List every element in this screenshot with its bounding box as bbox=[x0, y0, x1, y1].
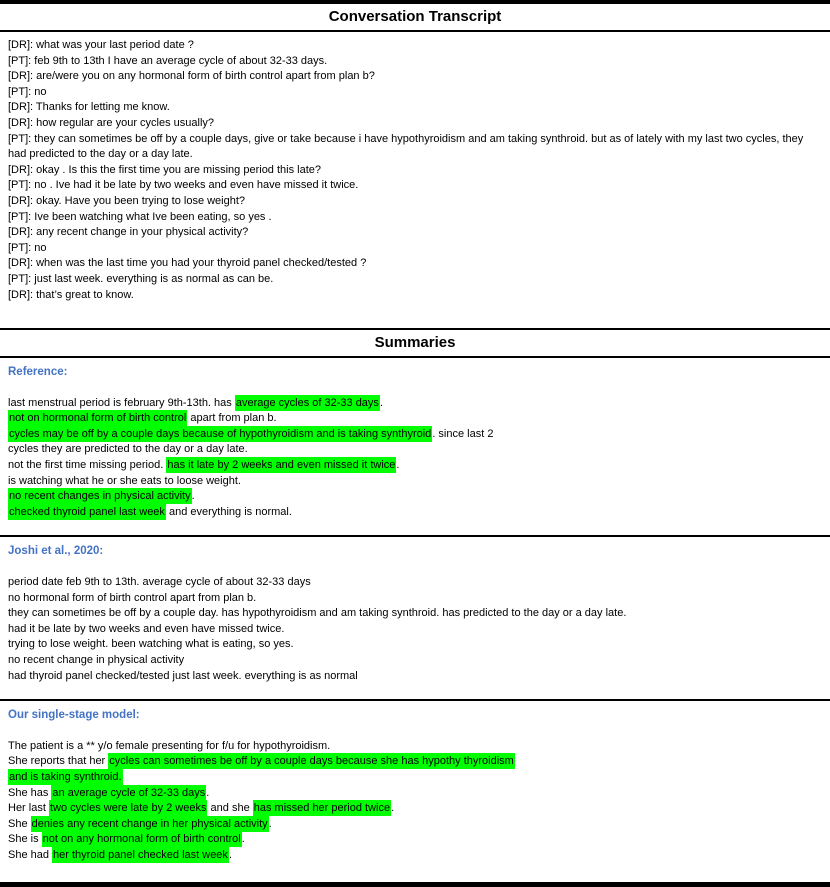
summary-line bbox=[8, 739, 822, 755]
plain-text: is watching what he or she eats to loose weight. bbox=[8, 474, 241, 487]
highlighted-text: and is taking synthroid. bbox=[9, 770, 122, 783]
summary-line bbox=[8, 669, 822, 685]
plain-text: trying to lose weight. been watching what is eating, so yes. bbox=[8, 638, 294, 651]
transcript-line: [PT]: no bbox=[8, 241, 47, 254]
summaries-title: Summaries bbox=[374, 334, 456, 352]
highlighted-text: average cycles of 32-33 days bbox=[235, 396, 379, 409]
summary-line bbox=[8, 770, 822, 786]
plain-text: and she bbox=[207, 802, 253, 815]
summary-section-label: Our single-stage model: bbox=[8, 709, 140, 722]
plain-text: . bbox=[228, 848, 232, 861]
plain-text: not the first time missing period. bbox=[8, 459, 167, 472]
summary-section-body bbox=[8, 575, 822, 684]
transcript-line: [DR]: okay. Have you been trying to lose weight? bbox=[8, 194, 246, 207]
plain-text: . since last 2 bbox=[432, 427, 494, 440]
summary-line bbox=[8, 442, 822, 458]
transcript-line: [PT]: they can sometimes be off by a couple days, give or take because i have hypothyroidism and am taking synthroid. but as of lately with my last two cycles, they had predicted to the day or a day late. bbox=[8, 132, 804, 161]
plain-text: had it be late by two weeks and even have missed twice. bbox=[8, 622, 285, 635]
summary-line bbox=[8, 622, 822, 638]
plain-text: . bbox=[191, 490, 195, 503]
transcript-line: [DR]: okay . Is this the first time you are missing period this late? bbox=[8, 163, 322, 176]
transcript-line: [PT]: no bbox=[8, 85, 47, 98]
plain-text: . bbox=[391, 802, 395, 815]
plain-text: . bbox=[268, 817, 272, 830]
transcript-line: [PT]: just last week. everything is as normal as can be. bbox=[8, 272, 274, 285]
summary-line bbox=[8, 817, 822, 833]
transcript-line: [PT]: Ive been watching what Ive been eating, so yes . bbox=[8, 210, 272, 223]
summary-line bbox=[8, 832, 822, 848]
plain-text: last menstrual period is february 9th-13th. has bbox=[8, 396, 235, 409]
transcript-body bbox=[0, 32, 830, 328]
summary-section bbox=[0, 701, 830, 878]
transcript-line: [DR]: what was your last period date ? bbox=[8, 39, 194, 51]
plain-text: The patient is a ** y/o female presenting for f/u for hypothyroidism. bbox=[8, 739, 331, 752]
summary-line bbox=[8, 427, 822, 443]
bottom-rule bbox=[0, 882, 830, 887]
summary-line bbox=[8, 637, 822, 653]
summary-line bbox=[8, 474, 822, 490]
summary-line bbox=[8, 653, 822, 669]
plain-text: period date feb 9th to 13th. average cycle of about 32-33 days bbox=[8, 576, 311, 589]
plain-text: She bbox=[8, 817, 31, 830]
summary-line bbox=[8, 396, 822, 412]
highlighted-text: her thyroid panel checked last week bbox=[53, 848, 228, 861]
transcript-line: [DR]: how regular are your cycles usually? bbox=[8, 116, 215, 129]
plain-text: She had bbox=[8, 848, 53, 861]
plain-text: no recent change in physical activity bbox=[8, 654, 185, 666]
summaries-sections bbox=[0, 358, 830, 878]
summary-line bbox=[8, 411, 822, 427]
transcript-line: [DR]: are/were you on any hormonal form of birth control apart from plan b? bbox=[8, 70, 375, 83]
highlighted-text: not on hormonal form of birth control bbox=[9, 412, 187, 425]
transcript-header bbox=[0, 4, 830, 30]
plain-text: Her last bbox=[8, 802, 49, 815]
plain-text: and everything is normal. bbox=[165, 505, 292, 518]
highlighted-text: has missed her period twice bbox=[253, 802, 391, 815]
plain-text: . bbox=[206, 786, 210, 799]
highlighted-text: denies any recent change in her physical activity bbox=[31, 817, 268, 830]
highlighted-text: no recent changes in physical activity bbox=[9, 490, 191, 503]
summary-section-label: Reference: bbox=[8, 366, 68, 379]
plain-text: . bbox=[379, 396, 383, 409]
summary-section-body bbox=[8, 396, 822, 521]
plain-text: had thyroid panel checked/tested just last week. everything is as normal bbox=[8, 669, 358, 682]
summaries-header bbox=[0, 330, 830, 356]
plain-text: they can sometimes be off by a couple day. has hypothyroidism and am taking synthroid. has predicted to the day or a day late. bbox=[8, 607, 627, 620]
plain-text: no hormonal form of birth control apart from plan b. bbox=[8, 591, 257, 604]
transcript-line: [PT]: feb 9th to 13th I have an average cycle of about 32-33 days. bbox=[8, 54, 328, 67]
plain-text: . bbox=[241, 833, 245, 846]
summary-line bbox=[8, 754, 822, 770]
highlighted-text: has it late by 2 weeks and even missed it twice bbox=[167, 459, 396, 472]
plain-text: cycles they are predicted to the day or a day late. bbox=[8, 443, 248, 456]
highlighted-text: not on any hormonal form of birth control bbox=[42, 833, 241, 846]
plain-text: She reports that her bbox=[8, 755, 109, 768]
transcript-title: Conversation Transcript bbox=[328, 8, 502, 25]
summary-line bbox=[8, 606, 822, 622]
plain-text: She is bbox=[8, 833, 42, 846]
summary-line bbox=[8, 575, 822, 591]
summary-section-label: Joshi et al., 2020: bbox=[8, 545, 104, 558]
highlighted-text: an average cycle of 32-33 days bbox=[52, 786, 206, 799]
plain-text: apart from plan b. bbox=[187, 412, 277, 425]
transcript-line: [DR]: Thanks for letting me know. bbox=[8, 101, 170, 114]
transcript-line: [PT]: no . Ive had it be late by two weeks and even have missed it twice. bbox=[8, 179, 359, 192]
highlighted-text: two cycles were late by 2 weeks bbox=[49, 802, 207, 815]
transcript-line: [DR]: that’s great to know. bbox=[8, 288, 134, 301]
summary-section bbox=[0, 537, 830, 699]
summary-line bbox=[8, 458, 822, 474]
transcript-line: [DR]: any recent change in your physical activity? bbox=[8, 226, 249, 239]
summary-line bbox=[8, 848, 822, 864]
summary-section bbox=[0, 358, 830, 535]
plain-text: . bbox=[396, 459, 400, 472]
highlighted-text: cycles may be off by a couple days because of hypothyroidism and is taking synthyroid bbox=[9, 427, 432, 440]
summary-line bbox=[8, 801, 822, 817]
summary-section-body bbox=[8, 739, 822, 864]
summary-line bbox=[8, 489, 822, 505]
summary-line bbox=[8, 505, 822, 521]
plain-text: She has bbox=[8, 786, 52, 799]
summary-line bbox=[8, 591, 822, 607]
summary-line bbox=[8, 786, 822, 802]
highlighted-text: checked thyroid panel last week bbox=[9, 505, 165, 518]
transcript-line: [DR]: when was the last time you had your thyroid panel checked/tested ? bbox=[8, 257, 367, 270]
highlighted-text: cycles can sometimes be off by a couple days because she has hypothy thyroidism bbox=[109, 755, 514, 768]
